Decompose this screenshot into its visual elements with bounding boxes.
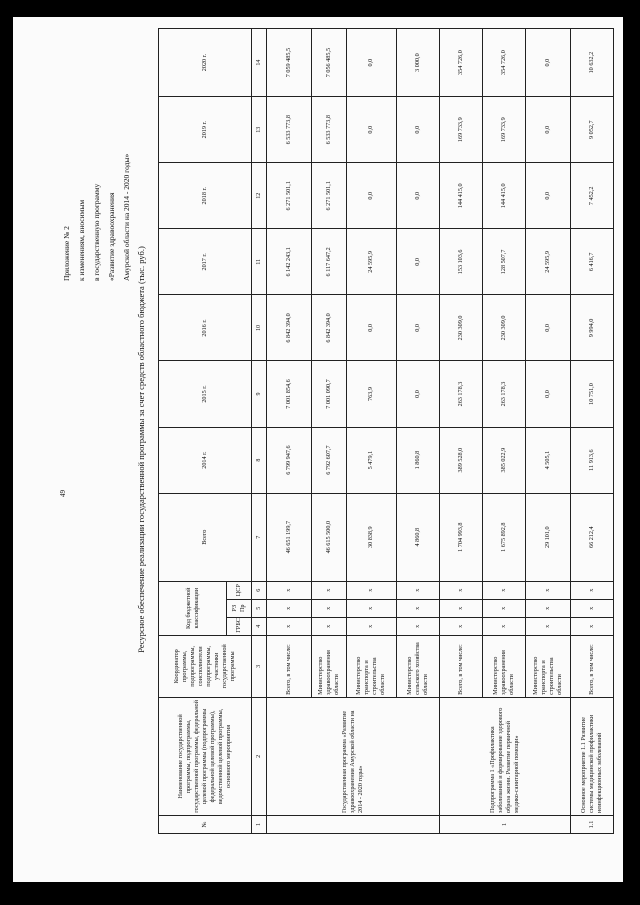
amount-cell: 0,0: [397, 229, 440, 295]
amount-cell: 1 704 993,8: [440, 493, 483, 581]
amount-cell: 6 416,7: [570, 229, 613, 295]
csr-cell: х: [266, 581, 312, 599]
coordinator-cell: Министерство здравоохранения области: [483, 635, 526, 697]
header-year: 2019 г.: [159, 97, 252, 163]
header-csr: ЦСР: [227, 581, 251, 599]
coordinator-cell: Всего, в том числе:: [570, 635, 613, 697]
column-number: 5: [251, 599, 266, 617]
header-year: 2015 г.: [159, 361, 252, 427]
amount-cell: 0,0: [397, 163, 440, 229]
column-number: 12: [251, 163, 266, 229]
amount-cell: 24 595,9: [526, 229, 570, 295]
grbs-cell: х: [570, 617, 613, 635]
appendix-note: [59, 31, 134, 281]
amount-cell: 9 994,0: [570, 295, 613, 361]
column-number: 11: [251, 229, 266, 295]
amount-cell: 0,0: [526, 361, 570, 427]
appendix-line: к изменениям, вносимым: [77, 199, 86, 281]
amount-cell: 263 178,3: [440, 361, 483, 427]
table-row: [266, 29, 312, 834]
column-number: 2: [251, 697, 266, 815]
rzpr-cell: х: [570, 599, 613, 617]
amount-cell: 9 052,7: [570, 97, 613, 163]
amount-cell: 46 651 199,7: [266, 493, 312, 581]
grbs-cell: х: [440, 617, 483, 635]
amount-cell: 230 309,0: [483, 295, 526, 361]
amount-cell: 4 505,1: [526, 427, 570, 493]
header-year: 2018 г.: [159, 163, 252, 229]
amount-cell: 169 733,9: [440, 97, 483, 163]
page-number: 49: [59, 490, 67, 497]
amount-cell: 6 117 647,2: [312, 229, 346, 295]
amount-cell: 0,0: [397, 97, 440, 163]
column-number: 13: [251, 97, 266, 163]
header-year: 2014 г.: [159, 427, 252, 493]
csr-cell: х: [312, 581, 346, 599]
program-name: Основное мероприятие 1.1 Развитие системы медицинской профилактики неинфекционных заболеваний: [570, 697, 613, 815]
table-row: [440, 29, 483, 834]
resource-table: [158, 28, 614, 834]
amount-cell: 6 271 501,1: [266, 163, 312, 229]
header-name: Наименование государственной программы, подпрограммы, государственной программы, федеральной целевой программы (подпрограммы федеральной целевой программы), ведомственной целевой программы, основного мероприятия: [159, 697, 252, 815]
amount-cell: 1 675 892,8: [483, 493, 526, 581]
rzpr-cell: х: [266, 599, 312, 617]
header-year: 2020 г.: [159, 29, 252, 97]
appendix-line: «Развитие здравоохранения: [107, 192, 116, 281]
amount-cell: 0,0: [397, 361, 440, 427]
amount-cell: 66 212,4: [570, 493, 613, 581]
header-num: №: [159, 815, 252, 833]
amount-cell: 144 415,0: [440, 163, 483, 229]
csr-cell: х: [397, 581, 440, 599]
amount-cell: 389 528,0: [440, 427, 483, 493]
coordinator-cell: Министерство сельского хозяйства области: [397, 635, 440, 697]
amount-cell: 4 860,8: [397, 493, 440, 581]
program-name: Подпрограмма 1 «Профилактика заболеваний и формирование здорового образа жизни. Развитие первичной медико-санитарной помощи»: [440, 697, 571, 815]
amount-cell: 10 751,0: [570, 361, 613, 427]
appendix-line: Приложение № 2: [62, 226, 71, 281]
amount-cell: 0,0: [526, 295, 570, 361]
amount-cell: 24 595,9: [346, 229, 397, 295]
amount-cell: 6 142 243,1: [266, 229, 312, 295]
header-grbs: ГРБС: [227, 617, 251, 635]
rzpr-cell: х: [312, 599, 346, 617]
amount-cell: 230 309,0: [440, 295, 483, 361]
csr-cell: х: [346, 581, 397, 599]
amount-cell: 3 000,0: [397, 29, 440, 97]
amount-cell: 0,0: [397, 295, 440, 361]
header-rzpr: РЗ Пр: [227, 599, 251, 617]
grbs-cell: х: [346, 617, 397, 635]
amount-cell: 46 615 500,0: [312, 493, 346, 581]
amount-cell: 29 101,0: [526, 493, 570, 581]
coordinator-cell: Министерство транспорта и строительства области: [526, 635, 570, 697]
column-number: 8: [251, 427, 266, 493]
amount-cell: 6 533 773,8: [312, 97, 346, 163]
amount-cell: 7 001 090,7: [312, 361, 346, 427]
amount-cell: 6 792 607,7: [312, 427, 346, 493]
amount-cell: 144 415,0: [483, 163, 526, 229]
column-number: 1: [251, 815, 266, 833]
appendix-line: в государственную программу: [92, 183, 101, 281]
csr-cell: х: [526, 581, 570, 599]
row-number: 1: [440, 815, 571, 833]
amount-cell: 30 838,9: [346, 493, 397, 581]
amount-cell: 0,0: [346, 29, 397, 97]
csr-cell: х: [483, 581, 526, 599]
amount-cell: 0,0: [346, 97, 397, 163]
header-coordinator: Координатор программы, подпрограммы, соисполнители подпрограммы, участники государственной программы: [159, 635, 252, 697]
csr-cell: х: [570, 581, 613, 599]
amount-cell: 6 842 394,0: [312, 295, 346, 361]
coordinator-cell: Всего, в том числе:: [440, 635, 483, 697]
rotated-content: [13, 17, 623, 882]
program-name: Государственная программа «Развитие здравоохранения Амурской области на 2014 - 2020 годы»: [266, 697, 440, 815]
amount-cell: 763,9: [346, 361, 397, 427]
rzpr-cell: х: [526, 599, 570, 617]
amount-cell: 6 842 394,0: [266, 295, 312, 361]
amount-cell: 6 271 501,1: [312, 163, 346, 229]
coordinator-cell: Всего, в том числе:: [266, 635, 312, 697]
table-title: Ресурсное обеспечение реализации государственной программы за счет средств областного бюджета (тыс. руб.): [136, 246, 146, 653]
column-number: 6: [251, 581, 266, 599]
appendix-line: Амурской области на 2014 - 2020 годы»: [122, 153, 131, 281]
rzpr-cell: х: [397, 599, 440, 617]
header-total: Всего: [159, 493, 252, 581]
grbs-cell: х: [397, 617, 440, 635]
row-number: [266, 815, 440, 833]
amount-cell: 263 178,3: [483, 361, 526, 427]
amount-cell: 128 507,7: [483, 229, 526, 295]
csr-cell: х: [440, 581, 483, 599]
header-year: 2016 г.: [159, 295, 252, 361]
amount-cell: 354 726,0: [483, 29, 526, 97]
amount-cell: 0,0: [346, 163, 397, 229]
column-number: 7: [251, 493, 266, 581]
row-number: 1.1: [570, 815, 613, 833]
amount-cell: 7 059 485,5: [266, 29, 312, 97]
amount-cell: 7 452,2: [570, 163, 613, 229]
grbs-cell: х: [266, 617, 312, 635]
header-kbk: Код бюджетной классификации: [159, 581, 227, 635]
amount-cell: 0,0: [526, 97, 570, 163]
amount-cell: 0,0: [346, 295, 397, 361]
column-number: 3: [251, 635, 266, 697]
grbs-cell: х: [483, 617, 526, 635]
amount-cell: 1 860,8: [397, 427, 440, 493]
rzpr-cell: х: [440, 599, 483, 617]
column-number: 4: [251, 617, 266, 635]
amount-cell: 0,0: [526, 29, 570, 97]
amount-cell: 169 733,9: [483, 97, 526, 163]
amount-cell: 6 533 773,8: [266, 97, 312, 163]
grbs-cell: х: [312, 617, 346, 635]
amount-cell: 10 632,2: [570, 29, 613, 97]
grbs-cell: х: [526, 617, 570, 635]
amount-cell: 385 022,9: [483, 427, 526, 493]
coordinator-cell: Министерство транспорта и строительства области: [346, 635, 397, 697]
amount-cell: 5 479,1: [346, 427, 397, 493]
header-year: 2017 г.: [159, 229, 252, 295]
amount-cell: 7 056 485,5: [312, 29, 346, 97]
column-number: 9: [251, 361, 266, 427]
column-number: 10: [251, 295, 266, 361]
document-page: [13, 17, 623, 882]
amount-cell: 11 913,6: [570, 427, 613, 493]
amount-cell: 6 799 947,6: [266, 427, 312, 493]
amount-cell: 354 726,0: [440, 29, 483, 97]
column-number: 14: [251, 29, 266, 97]
amount-cell: 0,0: [526, 163, 570, 229]
rzpr-cell: х: [483, 599, 526, 617]
coordinator-cell: Министерство здравоохранения области: [312, 635, 346, 697]
amount-cell: 153 103,6: [440, 229, 483, 295]
amount-cell: 7 001 854,6: [266, 361, 312, 427]
rzpr-cell: х: [346, 599, 397, 617]
table-row: [570, 29, 613, 834]
